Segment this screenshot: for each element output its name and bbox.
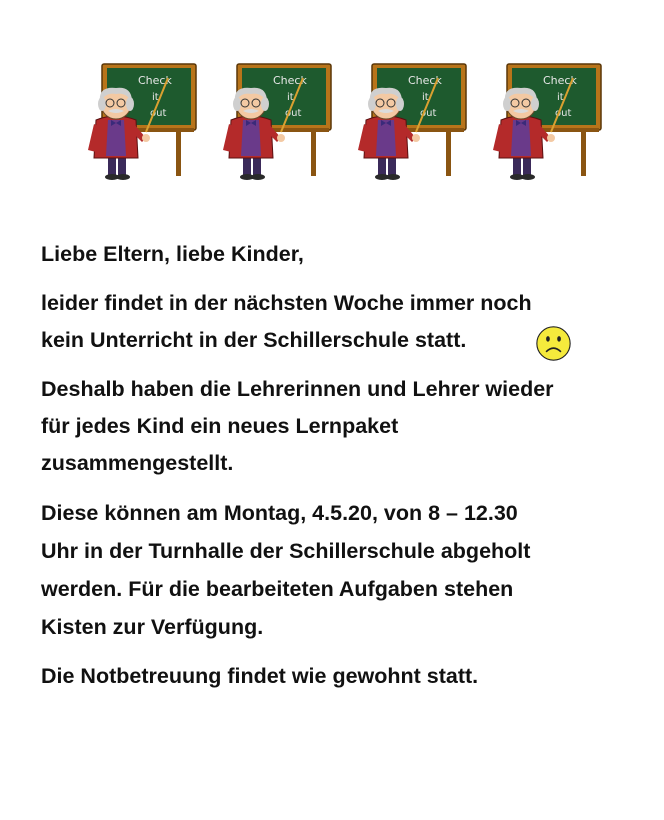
sad-face-icon	[535, 325, 572, 362]
teacher-chalkboard-icon	[356, 58, 468, 180]
greeting-text: Liebe Eltern, liebe Kinder,	[41, 242, 304, 266]
paragraph-line: Uhr in der Turnhalle der Schillerschule abgeholt	[41, 539, 531, 563]
paragraph-line: Die Notbetreuung findet wie gewohnt statt.	[41, 664, 479, 688]
paragraph-pickup	[41, 494, 641, 646]
paragraph-line: zusammengestellt.	[41, 451, 234, 475]
teacher-chalkboard-icon	[491, 58, 603, 180]
teacher-illustration-row	[86, 58, 603, 180]
paragraph-line: leider findet in der nächsten Woche immer noch	[41, 291, 532, 315]
paragraph-line: werden. Für die bearbeiteten Aufgaben stehen	[41, 577, 514, 601]
paragraph-line: Diese können am Montag, 4.5.20, von 8 – 12.30	[41, 501, 518, 525]
paragraph-line: Kisten zur Verfügung.	[41, 615, 264, 639]
letter-body	[41, 236, 641, 707]
paragraph-line: für jedes Kind ein neues Lernpaket	[41, 414, 399, 438]
paragraph-line: Deshalb haben die Lehrerinnen und Lehrer wieder	[41, 377, 554, 401]
paragraph-emergency-care	[41, 658, 641, 695]
teacher-chalkboard-icon	[86, 58, 198, 180]
teacher-chalkboard-icon	[221, 58, 333, 180]
paragraph-learning-package	[41, 371, 641, 482]
greeting	[41, 236, 641, 273]
paragraph-line: kein Unterricht in der Schillerschule statt.	[41, 328, 467, 352]
